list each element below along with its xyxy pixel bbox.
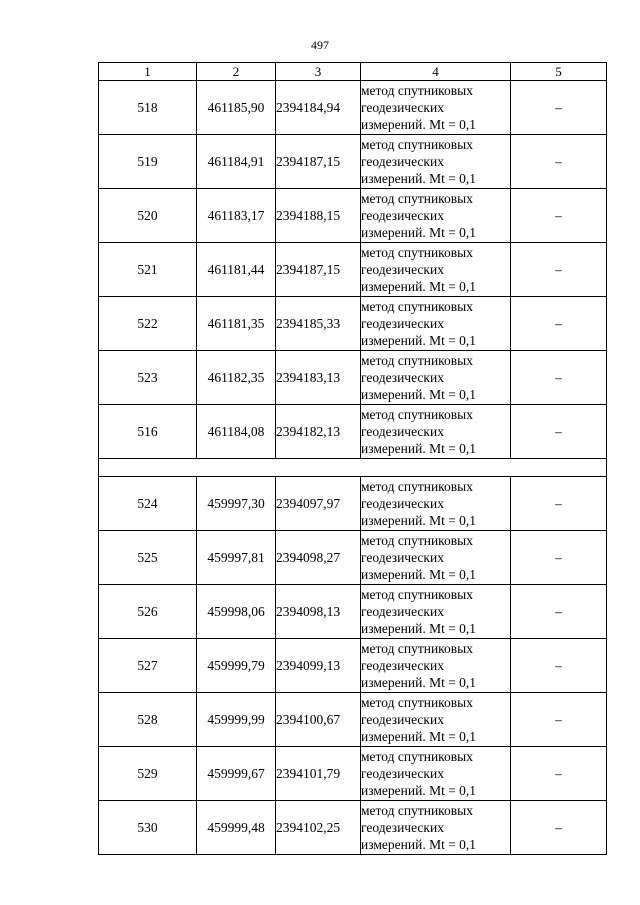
method-description xyxy=(361,297,511,351)
method-line-2: геодезических xyxy=(361,604,444,619)
method-description xyxy=(361,801,511,855)
method-line-2: геодезических xyxy=(361,820,444,835)
coordinate-y: 2394099,13 xyxy=(276,639,361,693)
point-number: 530 xyxy=(99,801,197,855)
dash-cell: – xyxy=(511,351,607,405)
point-number: 528 xyxy=(99,693,197,747)
method-line-3: измерений. Mt = 0,1 xyxy=(361,783,477,798)
dash-cell: – xyxy=(511,585,607,639)
dash-cell: – xyxy=(511,477,607,531)
method-line-3: измерений. Mt = 0,1 xyxy=(361,837,477,852)
method-line-1: метод спутниковых xyxy=(361,695,473,710)
point-number: 523 xyxy=(99,351,197,405)
coordinate-y: 2394097,97 xyxy=(276,477,361,531)
dash-cell: – xyxy=(511,135,607,189)
dash-cell: – xyxy=(511,531,607,585)
coordinate-y: 2394188,15 xyxy=(276,189,361,243)
table-row xyxy=(99,801,607,855)
method-line-3: измерений. Mt = 0,1 xyxy=(361,333,477,348)
method-line-3: измерений. Mt = 0,1 xyxy=(361,117,477,132)
point-number: 527 xyxy=(99,639,197,693)
method-line-2: геодезических xyxy=(361,424,444,439)
coordinate-x: 461184,91 xyxy=(197,135,276,189)
coordinate-y: 2394184,94 xyxy=(276,81,361,135)
method-description xyxy=(361,243,511,297)
table-row xyxy=(99,351,607,405)
method-description xyxy=(361,747,511,801)
table-row xyxy=(99,477,607,531)
method-line-2: геодезических xyxy=(361,496,444,511)
method-description xyxy=(361,639,511,693)
method-line-1: метод спутниковых xyxy=(361,587,473,602)
table-row xyxy=(99,639,607,693)
method-line-1: метод спутниковых xyxy=(361,533,473,548)
method-line-2: геодезических xyxy=(361,208,444,223)
point-number: 526 xyxy=(99,585,197,639)
method-line-1: метод спутниковых xyxy=(361,479,473,494)
dash-cell: – xyxy=(511,297,607,351)
coordinate-x: 459997,81 xyxy=(197,531,276,585)
method-line-1: метод спутниковых xyxy=(361,749,473,764)
coordinate-x: 461181,44 xyxy=(197,243,276,297)
table-row xyxy=(99,189,607,243)
method-line-3: измерений. Mt = 0,1 xyxy=(361,171,477,186)
method-line-3: измерений. Mt = 0,1 xyxy=(361,567,477,582)
coordinate-x: 459998,06 xyxy=(197,585,276,639)
coordinate-x: 459999,79 xyxy=(197,639,276,693)
table-row xyxy=(99,585,607,639)
point-number: 525 xyxy=(99,531,197,585)
coordinate-y: 2394187,15 xyxy=(276,243,361,297)
column-header-1: 1 xyxy=(99,63,197,81)
coordinate-x: 461181,35 xyxy=(197,297,276,351)
coordinate-x: 459999,67 xyxy=(197,747,276,801)
table-row xyxy=(99,243,607,297)
group-separator-row xyxy=(99,459,607,477)
coordinate-y: 2394098,13 xyxy=(276,585,361,639)
method-line-3: измерений. Mt = 0,1 xyxy=(361,441,477,456)
method-line-2: геодезических xyxy=(361,154,444,169)
table-row xyxy=(99,81,607,135)
method-line-2: геодезических xyxy=(361,100,444,115)
point-number: 522 xyxy=(99,297,197,351)
point-number: 521 xyxy=(99,243,197,297)
coordinate-x: 461182,35 xyxy=(197,351,276,405)
column-header-5: 5 xyxy=(511,63,607,81)
method-description xyxy=(361,81,511,135)
coordinate-y: 2394187,15 xyxy=(276,135,361,189)
method-line-3: измерений. Mt = 0,1 xyxy=(361,387,477,402)
dash-cell: – xyxy=(511,801,607,855)
table-row xyxy=(99,531,607,585)
method-line-1: метод спутниковых xyxy=(361,641,473,656)
table-row xyxy=(99,405,607,459)
coordinate-y: 2394098,27 xyxy=(276,531,361,585)
method-line-1: метод спутниковых xyxy=(361,407,473,422)
dash-cell: – xyxy=(511,81,607,135)
method-line-3: измерений. Mt = 0,1 xyxy=(361,675,477,690)
point-number: 518 xyxy=(99,81,197,135)
method-line-1: метод спутниковых xyxy=(361,299,473,314)
method-description xyxy=(361,585,511,639)
method-line-2: геодезических xyxy=(361,550,444,565)
coordinate-x: 461183,17 xyxy=(197,189,276,243)
method-line-2: геодезических xyxy=(361,766,444,781)
method-description xyxy=(361,189,511,243)
dash-cell: – xyxy=(511,747,607,801)
method-line-3: измерений. Mt = 0,1 xyxy=(361,279,477,294)
method-line-2: геодезических xyxy=(361,658,444,673)
method-line-3: измерений. Mt = 0,1 xyxy=(361,513,477,528)
method-line-1: метод спутниковых xyxy=(361,353,473,368)
method-line-2: геодезических xyxy=(361,712,444,727)
dash-cell: – xyxy=(511,189,607,243)
point-number: 516 xyxy=(99,405,197,459)
method-description xyxy=(361,693,511,747)
point-number: 520 xyxy=(99,189,197,243)
column-header-4: 4 xyxy=(361,63,511,81)
method-line-2: геодезических xyxy=(361,370,444,385)
coordinate-y: 2394101,79 xyxy=(276,747,361,801)
point-number: 524 xyxy=(99,477,197,531)
coordinate-y: 2394102,25 xyxy=(276,801,361,855)
method-line-3: измерений. Mt = 0,1 xyxy=(361,225,477,240)
coordinate-y: 2394182,13 xyxy=(276,405,361,459)
method-description xyxy=(361,351,511,405)
coordinate-y: 2394185,33 xyxy=(276,297,361,351)
coordinate-y: 2394183,13 xyxy=(276,351,361,405)
coordinate-y: 2394100,67 xyxy=(276,693,361,747)
table-header-row xyxy=(99,63,607,81)
method-line-2: геодезических xyxy=(361,262,444,277)
method-line-3: измерений. Mt = 0,1 xyxy=(361,621,477,636)
coordinates-table xyxy=(98,62,607,855)
coordinate-x: 461184,08 xyxy=(197,405,276,459)
coordinate-x: 459997,30 xyxy=(197,477,276,531)
table-row xyxy=(99,693,607,747)
coordinate-x: 461185,90 xyxy=(197,81,276,135)
method-description xyxy=(361,531,511,585)
method-line-1: метод спутниковых xyxy=(361,137,473,152)
dash-cell: – xyxy=(511,405,607,459)
page-number: 497 xyxy=(311,38,329,52)
column-header-2: 2 xyxy=(197,63,276,81)
separator-cell xyxy=(99,459,607,477)
method-line-1: метод спутниковых xyxy=(361,245,473,260)
method-description xyxy=(361,135,511,189)
method-line-1: метод спутниковых xyxy=(361,803,473,818)
table-row xyxy=(99,747,607,801)
method-line-1: метод спутниковых xyxy=(361,83,473,98)
dash-cell: – xyxy=(511,639,607,693)
table-row xyxy=(99,297,607,351)
point-number: 519 xyxy=(99,135,197,189)
point-number: 529 xyxy=(99,747,197,801)
coordinate-x: 459999,99 xyxy=(197,693,276,747)
method-description xyxy=(361,477,511,531)
method-line-1: метод спутниковых xyxy=(361,191,473,206)
method-line-3: измерений. Mt = 0,1 xyxy=(361,729,477,744)
method-description xyxy=(361,405,511,459)
dash-cell: – xyxy=(511,243,607,297)
dash-cell: – xyxy=(511,693,607,747)
table-row xyxy=(99,135,607,189)
method-line-2: геодезических xyxy=(361,316,444,331)
coordinate-x: 459999,48 xyxy=(197,801,276,855)
column-header-3: 3 xyxy=(276,63,361,81)
